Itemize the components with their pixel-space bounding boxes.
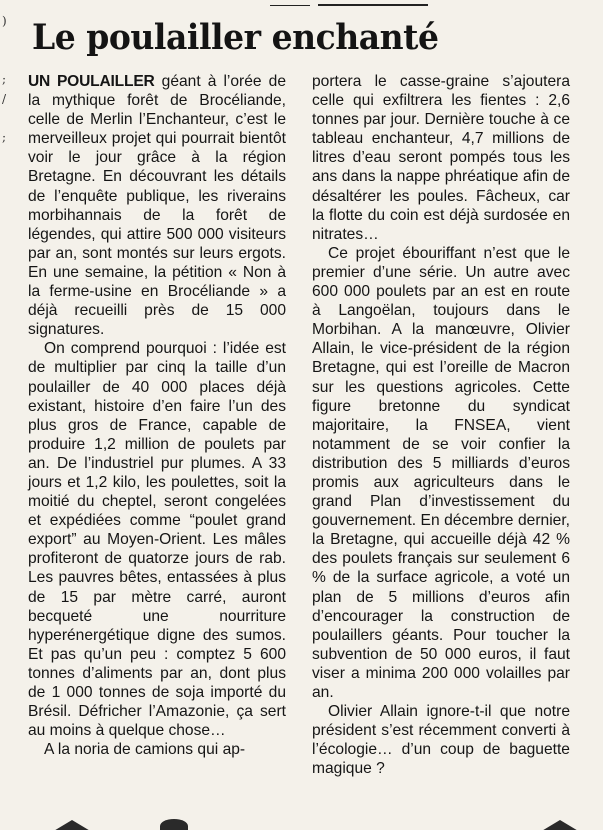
article-paragraph-3-end: portera le casse-graine s’ajoutera celle qui exfiltrera les fientes : 2,6 tonnes par jour. Dernière touche à ce tableau enchanteur, 4,7 millions de litres d’eau seront pompés tous les ans dans la nappe phréatique afin de désaltérer les poules. Fâcheux, car la flotte du coin est déjà surdosée en nitrates… xyxy=(312,73,570,243)
article-column-left xyxy=(28,72,286,759)
article-paragraph-2: On comprend pourquoi : l’idée est de multiplier par cinq la taille d’un poulailler de 40 000 places déjà existant, histoire d’en faire l’un des plus gros de France, capable de produire 1,2 million de poulets par an. De l’industriel pur plumes. A 33 jours et 1,2 kilo, les poulettes, soit la moitié du cheptel, seront congelées et expédiées comme “poulet grand export” au Moyen-Orient. Les mâles profiteront de quatorze jours de rab. Les pauvres bêtes, entassées à plus de 15 par mètre carré, auront becqueté une nourriture hyperénergétique digne des sumos. Et pas qu’un peu : comptez 5 600 tonnes d’aliments par an, dont plus de 1 000 tonnes de soja importé du Brésil. Défricher l’Amazonie, ça sert au moins à quelque chose… xyxy=(28,340,286,740)
article-paragraph-3-start: A la noria de camions qui ap- xyxy=(44,741,246,759)
paragraph-1-text: géant à l’orée de la mythique forêt de Brocéliande, celle de Merlin l’Enchanteur, c’est le merveilleux projet qui pourrait bientôt voir le jour grâce à la région Bretagne. En découvrant les détails de l’enquête publique, les riverains morbihannais de la forêt de légendes, qui attire 500 000 visiteurs par an, sont montés sur leurs ergots. En une semaine, la pétition « Non à la ferme-usine en Brocéliande » a déjà recueilli près de 15 000 signatures. xyxy=(28,73,286,339)
left-margin-cut: ) ; / ; xyxy=(2,14,7,144)
cut-illustration-fragment xyxy=(160,819,188,830)
article-paragraph-4: Ce projet ébouriffant n’est que le premier d’une série. Un autre avec 600 000 poulets par an est en route à Langoëlan, toujours dans le Morbihan. A la manœuvre, Olivier Allain, le vice-président de la région Bretagne, qui est l’oreille de Macron sur les questions agricoles. Cette figure bretonne du syndicat majoritaire, la FNSEA, vient notamment de se voir confier la distribution des 5 milliards d’euros promis aux agriculteurs dans le grand Plan d’investissement du gouvernement. En décembre dernier, la Bretagne, qui accueille déjà 42 % des poulets français sur seulement 6 % de la surface agricole, a voté un plan de 5 millions d’euros afin d’encourager la construction de poulaillers géants. Pour toucher la subvention de 50 000 euros, il faut viser a minima 200 000 volailles par an. xyxy=(312,244,570,701)
cut-illustration-fragment xyxy=(540,820,580,830)
article-paragraph-5: Olivier Allain ignore-t-il que notre président s’est récemment converti à l’écologie… d’un coup de baguette magique ? xyxy=(312,703,570,778)
article-lead-in: UN POULAILLER xyxy=(28,73,155,90)
bottom-cut-edge xyxy=(0,806,603,830)
top-rule-small xyxy=(270,5,310,6)
top-rule xyxy=(318,4,428,6)
cut-illustration-fragment xyxy=(52,820,92,830)
article-paragraph-1 xyxy=(28,72,286,339)
article-headline: Le poulailler enchanté xyxy=(32,17,439,58)
article-column-right xyxy=(312,72,570,778)
